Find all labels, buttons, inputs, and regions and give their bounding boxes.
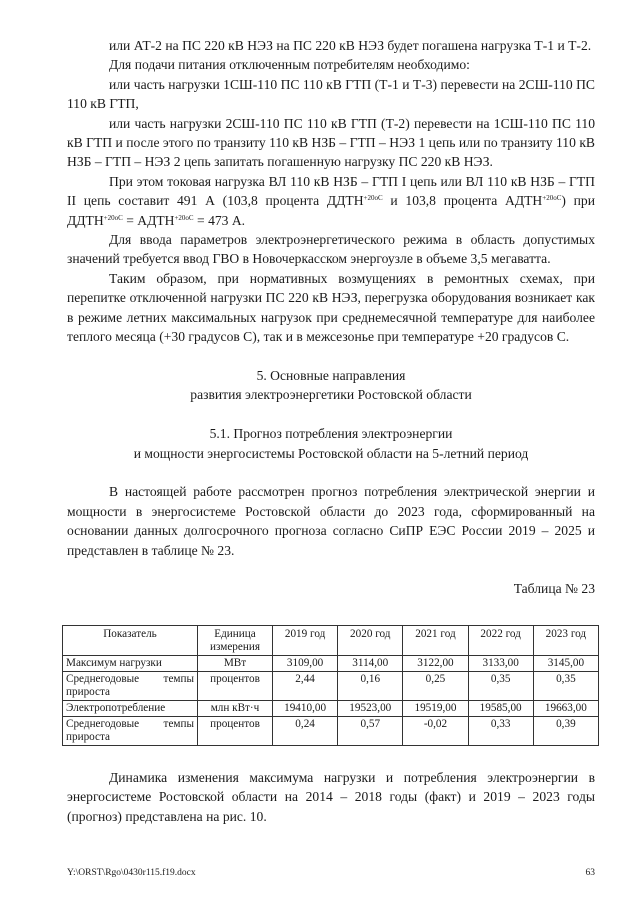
table-cell: процентов xyxy=(198,717,273,746)
body-text xyxy=(67,36,595,599)
paragraph-current-load: При этом токовая нагрузка ВЛ 110 кВ НЗБ – ГТП I цепь или ВЛ 110 кВ НЗБ – ГТП II цепь составит 491 А (103,8 процента $ДДТН^{+20оС}$ и 103,8 процента $АДТН^{+20оС}$) при $ДДТН^{+20оС}$ = $АДТН^{+20оС} = 473$ А. xyxy=(67,173,595,228)
section-heading: развития электроэнергетики Ростовской области xyxy=(190,387,472,403)
table-cell: 0,57 xyxy=(338,717,403,746)
body-text-after-table xyxy=(67,768,595,826)
table-header-cell: 2021 год xyxy=(403,626,468,656)
table-cell: Электропотребление xyxy=(63,701,198,717)
table-cell: 3114,00 xyxy=(338,656,403,672)
table-cell: -0,02 xyxy=(403,717,468,746)
page-number: 63 xyxy=(585,868,595,878)
table-cell: 0,39 xyxy=(533,717,598,746)
table-cell: 19523,00 xyxy=(338,701,403,717)
table-cell: Среднегодовые темпы прироста xyxy=(63,672,198,701)
table-row xyxy=(63,672,599,701)
table-cell: 3109,00 xyxy=(273,656,338,672)
table-row xyxy=(63,701,599,717)
table-cell: 0,35 xyxy=(533,672,598,701)
table-cell: процентов xyxy=(198,672,273,701)
table-cell: 0,16 xyxy=(338,672,403,701)
table-cell: 3122,00 xyxy=(403,656,468,672)
superscript: +20оС xyxy=(174,213,194,222)
paragraph: Для подачи питания отключенным потребителям необходимо: xyxy=(109,57,470,73)
superscript: +20оС xyxy=(363,194,383,203)
table-cell: 2,44 xyxy=(273,672,338,701)
table-cell: 0,35 xyxy=(468,672,533,701)
table-cell: 19663,00 xyxy=(533,701,598,717)
superscript: +20оС xyxy=(542,194,562,203)
table-cell: 19410,00 xyxy=(273,701,338,717)
table-header-cell: Показатель xyxy=(63,626,198,656)
table-header-cell: 2020 год xyxy=(338,626,403,656)
table-cell: МВт xyxy=(198,656,273,672)
table-cell: Среднегодовые темпы прироста xyxy=(63,717,198,746)
table-cell: 3133,00 xyxy=(468,656,533,672)
table-caption: Таблица № 23 xyxy=(513,581,595,597)
subsection-heading: и мощности энергосистемы Ростовской области на 5-летний период xyxy=(133,445,529,461)
table-header-row xyxy=(63,626,599,656)
superscript: +20оС xyxy=(103,213,123,222)
table-cell: 0,24 xyxy=(273,717,338,746)
section-heading: 5. Основные направления xyxy=(256,367,406,383)
file-path: Y:\ORST\Rgo\0430r115.f19.docx xyxy=(67,868,196,878)
table-cell: 0,33 xyxy=(468,717,533,746)
table-cell: млн кВт·ч xyxy=(198,701,273,717)
table-header-cell: 2023 год xyxy=(533,626,598,656)
table-cell: Максимум нагрузки xyxy=(63,656,198,672)
table-row xyxy=(63,656,599,672)
table-header-cell: Единица измерения xyxy=(198,626,273,656)
table-cell: 0,25 xyxy=(403,672,468,701)
subsection-heading: 5.1. Прогноз потребления электроэнергии xyxy=(209,426,453,442)
table-header-cell: 2022 год xyxy=(468,626,533,656)
paragraph: или АТ-2 на ПС 220 кВ НЭЗ на ПС 220 кВ НЭЗ будет погашена нагрузка Т-1 и Т-2. xyxy=(109,38,592,53)
paragraph: или часть нагрузки 1СШ-110 ПС 110 кВ ГТП (Т-1 и Т-3) перевести на 2СШ-110 ПС 110 кВ ГТП, xyxy=(67,76,595,112)
table-cell: 19519,00 xyxy=(403,701,468,717)
paragraph: Динамика изменения максимума нагрузки и потребления электроэнергии в энергосистеме Ростовской области на 2014 – 2018 годы (факт) и 2019 – 2023 годы (прогноз) представлена на рис. 10. xyxy=(67,770,595,824)
page-footer xyxy=(67,868,595,878)
forecast-table xyxy=(62,625,599,746)
table-row xyxy=(63,717,599,746)
paragraph: В настоящей работе рассмотрен прогноз потребления электрической энергии и мощности в энергосистеме Ростовской области до 2023 года, сформированный на основании данных долгосрочного прогноза согласно СиПР ЕЭС России 2019 – 2025 и представлен в таблице № 23. xyxy=(67,484,595,558)
table-header-cell: 2019 год xyxy=(273,626,338,656)
paragraph: Для ввода параметров электроэнергетического режима в область допустимых значений требуется ввод ГВО в Новочеркасском энергоузле в объеме 3,5 мегаватта. xyxy=(67,232,595,267)
paragraph: Таким образом, при нормативных возмущениях в ремонтных схемах, при перепитке отключенной нагрузки ПС 220 кВ НЭЗ, перегрузка оборудования возникает как в режиме летних максимальных нагрузок при среднемесячной температуре для наиболее теплого месяца (+30 градусов С), так и в межсезонье при температуре +20 градусов С. xyxy=(67,270,595,345)
paragraph: или часть нагрузки 2СШ-110 ПС 110 кВ ГТП (Т-2) перевести на 1СШ-110 ПС 110 кВ ГТП и после этого по транзиту 110 кВ НЗБ – ГТП – НЭЗ 1 цепь или по транзиту 110 кВ НЗБ – ГТП – НЭЗ 2 цепь запитать погашенную нагрузку ПС 220 кВ НЭЗ. xyxy=(67,115,595,170)
table-cell: 19585,00 xyxy=(468,701,533,717)
table-cell: 3145,00 xyxy=(533,656,598,672)
